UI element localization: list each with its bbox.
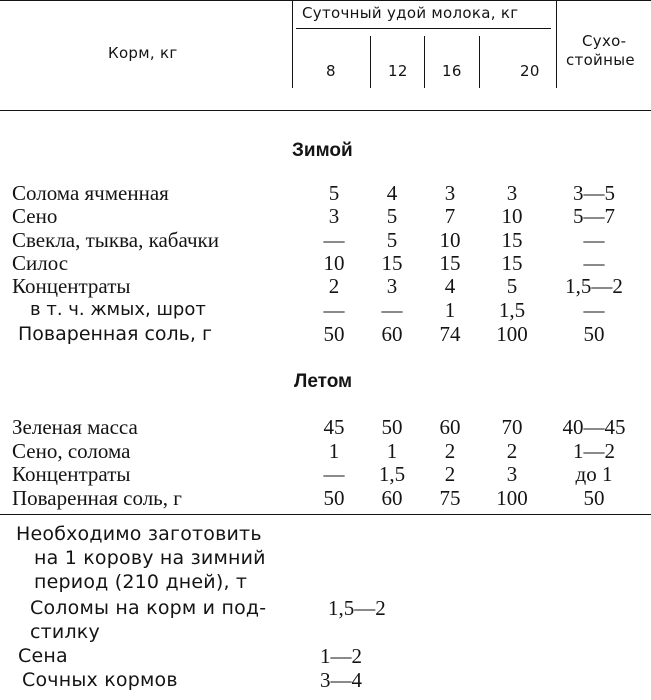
footer-intro-line2: на 1 корову на зимний — [34, 547, 266, 569]
footer-straw-line2: стилку — [30, 621, 100, 643]
header-divider-yield-2 — [424, 36, 425, 88]
cell-value: — — [323, 462, 345, 486]
cell-value: 70 — [501, 415, 523, 439]
footer-juicy-label: Сочных кормов — [22, 669, 178, 691]
cell-value: 2 — [506, 439, 518, 463]
cell-value: 15 — [439, 251, 461, 275]
cell-value: 2 — [444, 439, 456, 463]
cell-value: 100 — [496, 486, 528, 510]
cell-value: 15 — [381, 251, 403, 275]
yield-header-20: 20 — [520, 62, 540, 80]
cell-value: 7 — [444, 204, 456, 228]
cell-value: 1 — [444, 298, 456, 322]
cell-value: 50 — [583, 322, 605, 346]
cell-value: 3 — [506, 462, 518, 486]
footer-straw-value: 1,5—2 — [328, 596, 386, 620]
row-label: Сено — [12, 204, 58, 228]
cell-value: — — [583, 298, 605, 322]
cell-value: 100 — [496, 322, 528, 346]
table-row — [0, 439, 651, 463]
footer-intro-line3: период (210 дней), т — [34, 571, 248, 593]
cell-value: — — [323, 298, 345, 322]
cell-value: 1,5—2 — [565, 274, 623, 298]
cell-value: 50 — [381, 415, 403, 439]
yield-header-12: 12 — [388, 62, 408, 80]
cell-value: 10 — [323, 251, 345, 275]
table-row — [0, 298, 651, 322]
dry-cows-header-line2: стойные — [566, 51, 635, 69]
cell-value: 74 — [439, 322, 461, 346]
table-row — [0, 486, 651, 510]
cell-value: 50 — [323, 322, 345, 346]
cell-value: 4 — [444, 274, 456, 298]
footer-hay-value: 1—2 — [320, 644, 362, 668]
row-label: Поваренная соль, г — [18, 323, 212, 345]
footer-hay-label: Сена — [18, 645, 68, 667]
cell-value: 3 — [444, 181, 456, 205]
yield-group-header: Суточный удой молока, кг — [302, 4, 519, 22]
table-row — [0, 415, 651, 439]
cell-value: — — [583, 228, 605, 252]
row-label: в т. ч. жмых, шрот — [30, 299, 206, 320]
row-label: Концентраты — [12, 274, 131, 298]
footer-straw-line1: Соломы на корм и под- — [30, 597, 267, 619]
section-title-summer: Летом — [294, 371, 353, 392]
header-divider-dry — [556, 0, 557, 88]
footer-intro-line1: Необходимо заготовить — [16, 523, 262, 545]
section-title-winter: Зимой — [292, 140, 353, 161]
row-label: Поваренная соль, г — [12, 486, 182, 510]
cell-value: 15 — [501, 228, 523, 252]
cell-value: 10 — [439, 228, 461, 252]
cell-value: 3—5 — [573, 181, 615, 205]
row-label: Свекла, тыква, кабачки — [12, 228, 219, 252]
footer-juicy-value: 3—4 — [320, 668, 362, 692]
cell-value: 50 — [583, 486, 605, 510]
row-label: Силос — [12, 251, 69, 275]
table-row — [0, 204, 651, 228]
cell-value: 5 — [506, 274, 518, 298]
cell-value: 45 — [323, 415, 345, 439]
cell-value: — — [583, 251, 605, 275]
footer-rule — [0, 514, 651, 515]
cell-value: 1,5 — [378, 462, 406, 486]
cell-value: 4 — [386, 181, 398, 205]
cell-value: 15 — [501, 251, 523, 275]
table-row — [0, 228, 651, 252]
feed-column-header: Корм, кг — [108, 44, 178, 62]
cell-value: 50 — [323, 486, 345, 510]
table-row — [0, 251, 651, 275]
header-group-rule — [296, 28, 551, 29]
header-bottom-rule — [0, 110, 651, 111]
cell-value: 10 — [501, 204, 523, 228]
cell-value: 3 — [386, 274, 398, 298]
table-row — [0, 274, 651, 298]
table-row — [0, 322, 651, 346]
row-label: Зеленая масса — [12, 415, 138, 439]
header-divider-feed — [292, 0, 293, 88]
yield-header-16: 16 — [442, 62, 462, 80]
cell-value: 2 — [444, 462, 456, 486]
row-label: Сено, солома — [12, 439, 131, 463]
cell-value: 1 — [386, 439, 398, 463]
table-row — [0, 181, 651, 205]
table-row — [0, 462, 651, 486]
cell-value: 3 — [328, 204, 340, 228]
cell-value: 75 — [439, 486, 461, 510]
cell-value: 5 — [328, 181, 340, 205]
cell-value: 1 — [328, 439, 340, 463]
header-divider-yield-1 — [370, 36, 371, 88]
yield-header-8: 8 — [326, 62, 336, 80]
header-top-rule — [0, 0, 651, 1]
cell-value: до 1 — [575, 462, 613, 486]
cell-value: 1—2 — [573, 439, 615, 463]
cell-value: 60 — [439, 415, 461, 439]
cell-value: — — [381, 298, 403, 322]
cell-value: 2 — [328, 274, 340, 298]
cell-value: 3 — [506, 181, 518, 205]
cell-value: 5 — [386, 228, 398, 252]
cell-value: 40—45 — [562, 415, 626, 439]
cell-value: 5—7 — [573, 204, 615, 228]
row-label: Солома ячменная — [12, 181, 169, 205]
cell-value: 60 — [381, 486, 403, 510]
cell-value: 1,5 — [498, 298, 526, 322]
cell-value: — — [323, 228, 345, 252]
cell-value: 60 — [381, 322, 403, 346]
row-label: Концентраты — [12, 462, 131, 486]
header-divider-yield-3 — [479, 36, 480, 88]
cell-value: 5 — [386, 204, 398, 228]
dry-cows-header-line1: Сухо- — [582, 32, 627, 50]
